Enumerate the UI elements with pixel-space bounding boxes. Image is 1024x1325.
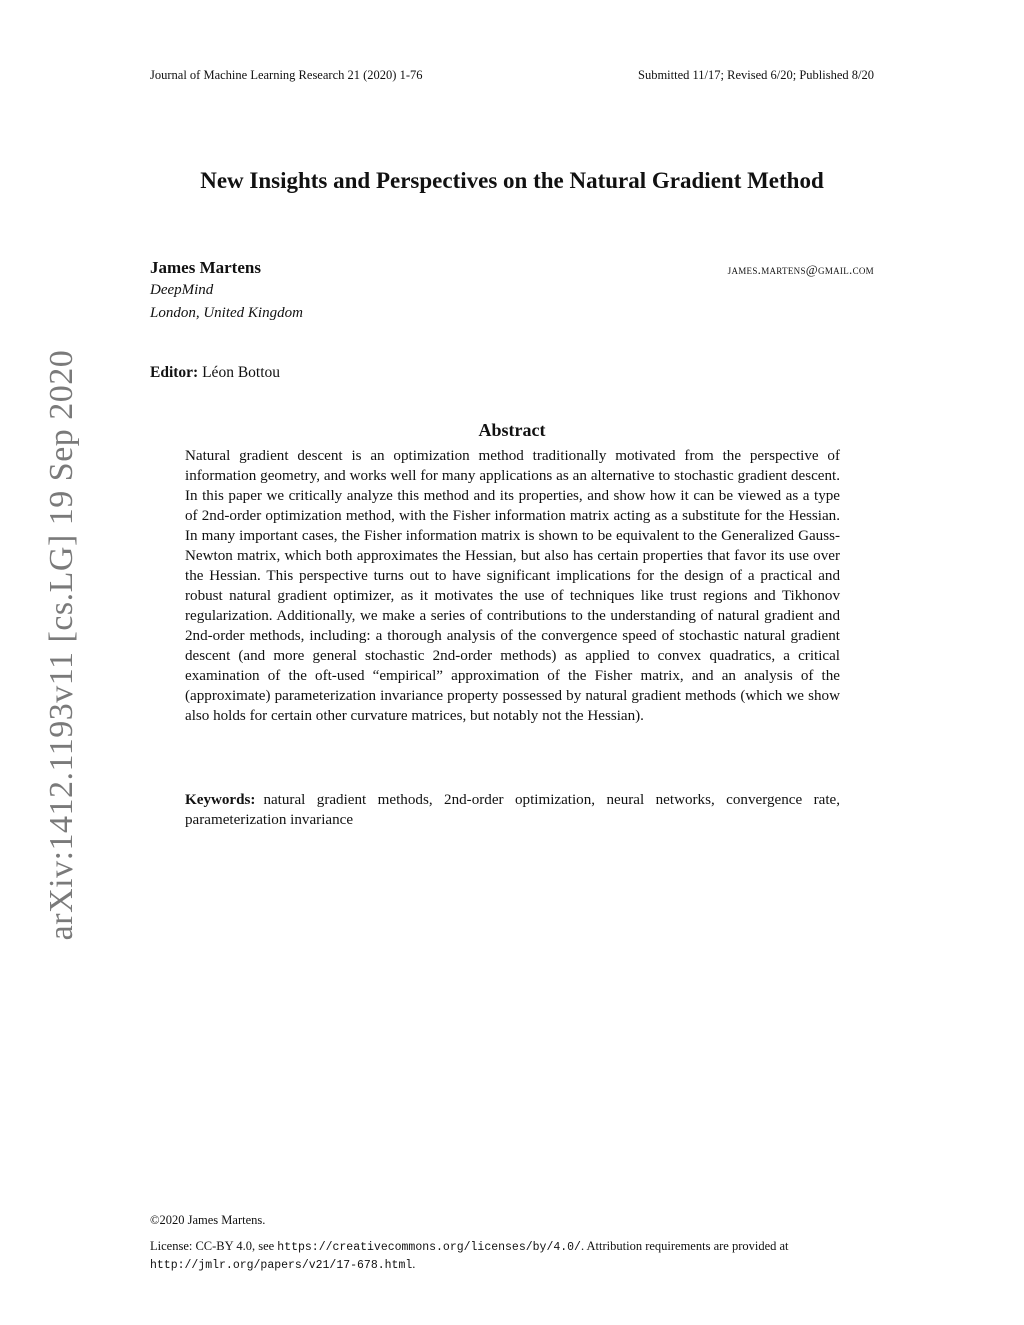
license-notice [150, 1238, 874, 1274]
editor-label: Editor: [150, 364, 199, 381]
author-location: London, United Kingdom [150, 305, 303, 321]
author-email[interactable]: james.martens@gmail.com [727, 262, 874, 277]
license-end: . [412, 1257, 416, 1271]
publication-dates: Submitted 11/17; Revised 6/20; Published 8/20 [638, 68, 874, 82]
license-mid: . Attribution requirements are provided at [580, 1239, 789, 1253]
editor-name: Léon Bottou [202, 364, 281, 381]
abstract-heading: Abstract [478, 420, 546, 440]
license-prefix: License: CC-BY 4.0, see [150, 1239, 275, 1253]
paper-link[interactable]: http://jmlr.org/papers/v21/17-678.html [150, 1259, 413, 1272]
copyright-notice: ©2020 James Martens. [150, 1213, 266, 1227]
editor-line [150, 364, 280, 382]
abstract-text: Natural gradient descent is an optimization method traditionally motivated from the perspective of information geometry, and works well for many applications as an alternative to stochastic gradient descent. In this paper we critically analyze this method and its properties, and show how it can be viewed as a type of 2nd-order optimization method, with the Fisher information matrix acting as a substitute for the Hessian. In many important cases, the Fisher information matrix is shown to be equivalent to the Generalized Gauss-Newton matrix, which both approximates the Hessian, but also has certain properties that favor its use over the Hessian. This perspective turns out to have significant implications for the design of a practical and robust natural gradient optimizer, as it motivates the use of techniques like trust regions and Tikhonov regularization. Additionally, we make a series of contributions to the understanding of natural gradient and 2nd-order methods, including: a thorough analysis of the convergence speed of stochastic natural gradient descent (and more general stochastic 2nd-order methods) as applied to convex quadratics, a critical examination of the oft-used “empirical” approximation of the Fisher matrix, and an analysis of the (approximate) parameterization invariance property possessed by natural gradient methods (which we show also holds for certain other curvature matrices, but notably not the Hessian). [185, 448, 840, 724]
author-name: James Martens [150, 258, 261, 277]
license-link[interactable]: https://creativecommons.org/licenses/by/4.0/ [277, 1241, 581, 1254]
paper-title: New Insights and Perspectives on the Natural Gradient Method [200, 168, 824, 193]
keywords-label: Keywords: [185, 792, 256, 808]
keywords-line [185, 790, 840, 830]
keywords-text: natural gradient methods, 2nd-order optimization, neural networks, convergence rate, parameterization invariance [185, 792, 840, 828]
author-affiliation: DeepMind [150, 282, 214, 298]
journal-header: Journal of Machine Learning Research 21 (2020) 1-76 [150, 68, 423, 82]
arxiv-identifier-stamp: arXiv:1412.1193v11 [cs.LG] 19 Sep 2020 [43, 349, 80, 941]
